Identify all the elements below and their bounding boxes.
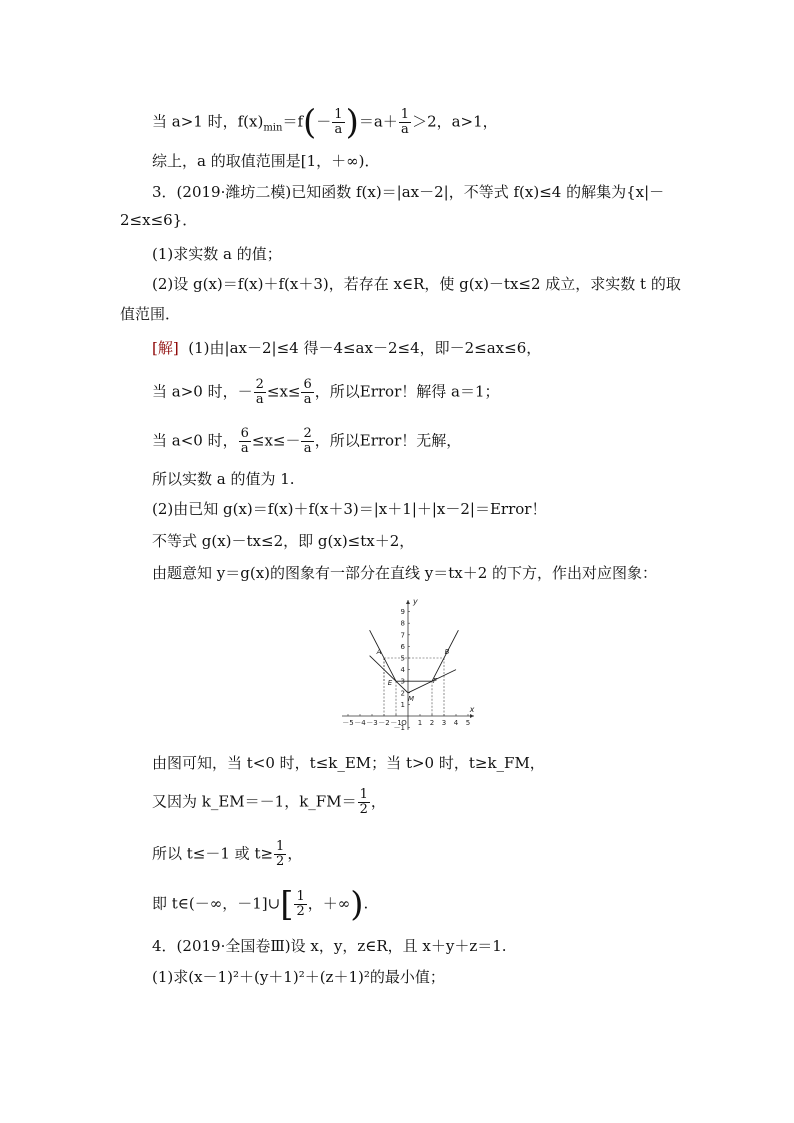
- text-segment: ，所以Error！无解，: [314, 431, 462, 450]
- text-segment: ＞2，a>1，: [412, 112, 498, 131]
- solution-line-1: [152, 337, 541, 359]
- y-tick-label: 3: [400, 677, 405, 686]
- problem-3-part-1: (1)求实数 a 的值；: [152, 245, 282, 263]
- x-tick-label: O: [401, 719, 407, 727]
- solution-inequality: 不等式 g(x)－tx≤2，即 g(x)≤tx＋2，: [152, 532, 415, 550]
- y-tick-label: 5: [400, 654, 405, 663]
- solution-a-value: 所以实数 a 的值为 1.: [152, 470, 295, 488]
- problem-4-statement: 4．(2019·全国卷Ⅲ)设 x，y，z∈R，且 x＋y＋z＝1.: [152, 937, 507, 955]
- x-tick-label: －5: [342, 719, 354, 727]
- point-label: E: [387, 679, 393, 688]
- solution-final-answer: [152, 884, 369, 925]
- point-label: M: [407, 694, 415, 703]
- text-segment: ，所以Error！解得 a＝1；: [314, 382, 500, 401]
- y-tick-label: 4: [400, 666, 405, 675]
- paren-right: ): [350, 884, 364, 925]
- solution-graph-intro: 由题意知 y＝g(x)的图象有一部分在直线 y＝tx＋2 的下方，作出对应图象：: [152, 564, 658, 582]
- denominator: a: [255, 392, 264, 407]
- x-tick-label: 5: [465, 719, 471, 727]
- fraction: [254, 378, 266, 407]
- y-tick-label: 2: [400, 689, 405, 698]
- y-tick-label: 6: [400, 642, 405, 651]
- fraction: [399, 108, 411, 137]
- text-segment: 当 a>0 时，－: [152, 382, 253, 401]
- x-tick-label: －1: [390, 719, 402, 727]
- y-tick-label: 9: [400, 608, 405, 617]
- fraction: [274, 840, 286, 869]
- x-axis-label: x: [469, 705, 475, 714]
- text-segment: ，＋∞: [307, 894, 351, 913]
- text-segment: (1)由|ax－2|≤4 得－4≤ax－2≤4，即－2≤ax≤6，: [188, 339, 542, 357]
- numerator: 1: [296, 889, 305, 904]
- problem-3-part-2: (2)设 g(x)＝f(x)＋f(x＋3)，若存在 x∈R，使 g(x)－tx≤2 成立，求实数 t 的取: [152, 275, 681, 293]
- y-tick-label: 7: [400, 631, 405, 640]
- x-tick-label: －3: [366, 719, 378, 727]
- text-segment: 即 t∈(－∞，－1]∪: [152, 894, 281, 913]
- point-label: F: [432, 677, 438, 686]
- point-label: B: [444, 648, 450, 656]
- problem-3-statement-cont: 2≤x≤6}．: [120, 211, 198, 229]
- denominator: a: [334, 122, 343, 137]
- x-tick-label: 4: [453, 719, 459, 727]
- text-segment: 所以 t≤－1 或 t≥: [152, 844, 274, 863]
- denominator: 2: [359, 802, 368, 817]
- text-segment: ＝a＋: [358, 112, 398, 131]
- fraction: [294, 890, 306, 919]
- denominator: a: [240, 441, 249, 456]
- text-segment: ，: [370, 792, 386, 811]
- solution-slopes: [152, 788, 386, 817]
- fraction: [239, 427, 251, 456]
- numerator: 1: [276, 839, 285, 854]
- bracket-left: [: [280, 884, 294, 925]
- paren-left: (: [303, 102, 317, 143]
- solution-g-definition: (2)由已知 g(x)＝f(x)＋f(x＋3)＝|x＋1|＋|x－2|＝Error！: [152, 500, 547, 518]
- denominator: a: [303, 441, 312, 456]
- numerator: 1: [334, 107, 343, 122]
- line-case-a-gt-1: [152, 102, 498, 143]
- solution-tag: [解]: [152, 339, 179, 357]
- text-segment: －: [316, 112, 332, 131]
- x-tick-label: 2: [429, 719, 435, 727]
- x-tick-label: 1: [417, 719, 423, 727]
- fraction: [301, 427, 313, 456]
- x-tick-label: －4: [354, 719, 366, 727]
- text-segment: ≤x≤－: [251, 431, 301, 450]
- function-graph: [338, 594, 488, 734]
- paren-right: ): [345, 102, 359, 143]
- text-segment: ≤x≤: [266, 382, 301, 401]
- series-line-tangent: [370, 656, 456, 693]
- solution-from-graph: 由图可知，当 t<0 时，t≤k_EM；当 t>0 时，t≥k_FM，: [152, 754, 545, 772]
- numerator: 2: [303, 426, 312, 441]
- y-axis-label: y: [413, 597, 418, 606]
- text-segment: ，: [287, 844, 303, 863]
- problem-4-part-1: (1)求(x－1)²＋(y＋1)²＋(z＋1)²的最小值；: [152, 968, 445, 986]
- text-segment: .: [363, 894, 369, 913]
- denominator: 2: [296, 904, 305, 919]
- numerator: 6: [303, 377, 312, 392]
- x-axis-arrow: [470, 714, 474, 718]
- solution-t-range: [152, 840, 302, 869]
- solution-case-a-negative: [152, 427, 461, 456]
- problem-3-part-2-cont: 值范围．: [120, 305, 181, 323]
- point-label: A: [376, 648, 382, 656]
- text-segment: 当 a>1 时，f(x): [152, 112, 264, 131]
- fraction: [332, 108, 344, 137]
- denominator: a: [303, 392, 312, 407]
- denominator: 2: [276, 854, 285, 869]
- numerator: 1: [400, 107, 410, 122]
- y-tick-label: 1: [400, 700, 405, 709]
- text-segment: 当 a<0 时，: [152, 431, 238, 450]
- text-segment: 又因为 k_EM＝－1，k_FM＝: [152, 792, 357, 811]
- y-tick-label: －1: [393, 724, 405, 733]
- problem-3-statement: 3．(2019·潍坊二模)已知函数 f(x)＝|ax－2|，不等式 f(x)≤4 的解集为{x|－: [152, 183, 665, 201]
- solution-case-a-positive: [152, 378, 500, 407]
- subscript-min: min: [263, 122, 283, 134]
- x-tick-label: －2: [378, 719, 390, 727]
- fraction: [358, 788, 370, 817]
- text-segment: ＝f: [282, 112, 303, 131]
- denominator: a: [401, 122, 409, 137]
- y-axis-arrow: [406, 600, 410, 604]
- numerator: 2: [255, 377, 264, 392]
- numerator: 6: [240, 426, 249, 441]
- line-conclusion: 综上，a 的取值范围是[1，＋∞)．: [152, 152, 380, 170]
- fraction: [301, 378, 313, 407]
- x-tick-label: 3: [441, 719, 447, 727]
- y-tick-label: 8: [400, 619, 405, 628]
- numerator: 1: [359, 787, 368, 802]
